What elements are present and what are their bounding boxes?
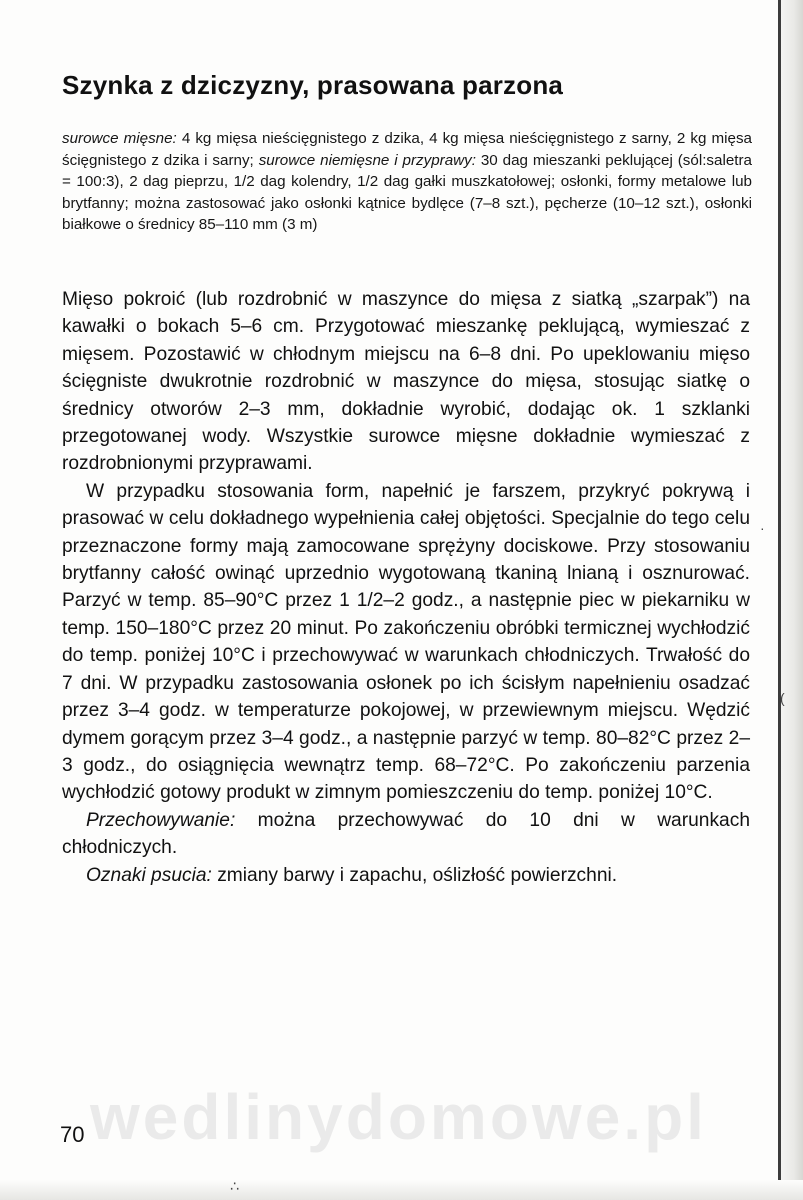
other-ingredients-text: 30 dag mieszanki peklującej (sól:saletra = 100:3), 2 dag pieprzu, 1/2 dag kolendry, 1/2 dag gałki muszkatołowej; osłonki, formy metalowe lub brytfanny; można zastosować jako osłonki kątnice bydlęce (7–8 szt.), pęcherze (10–12 szt.), osłonki białkowe o średnicy 85–110 mm (3 m) bbox=[62, 151, 752, 234]
storage-paragraph bbox=[62, 807, 750, 862]
ingredients-block bbox=[62, 128, 752, 236]
recipe-body bbox=[62, 286, 750, 889]
preparation-paragraph: Mięso pokroić (lub rozdrobnić w maszynce do mięsa z siatką „szarpak”) na kawałki o bokach 5–6 cm. Przygotować mieszankę peklującą, wymieszać z mięsem. Pozostawić w chłodnym miejscu na 6–8 dni. Po upeklowaniu mięso ścięgniste dwukrotnie rozdrobnić w maszynce do mięsa, stosując siatkę o średnicy otworów 2–3 mm, dokładnie wyrobić, dodając ok. 1 szklanki przegotowanej wody. Wszystkie surowce mięsne dokładnie wymieszać z rozdrobnionymi przyprawami. bbox=[62, 289, 750, 475]
storage-text: można przechowywać do 10 dni w warunkach chłodniczych. bbox=[62, 809, 750, 859]
watermark: wedlinydomowe.pl bbox=[90, 1081, 707, 1153]
scan-speck: ( bbox=[780, 690, 785, 706]
processing-paragraph: W przypadku stosowania form, napełnić je farszem, przykryć pokrywą i prasować w celu dokładnego wypełnienia całej objętości. Specjalnie do tego celu przeznaczone formy mają zamocowane sprężyny dociskowe. Przy stosowaniu brytfanny całość owinąć uprzednio wygotowaną tkaniną lnianą i osznurować. Parzyć w temp. 85–90°C przez 1 1/2–2 godz., a następnie piec w piekarniku w temp. 150–180°C przez 20 minut. Po zakończeniu obróbki termicznej wychłodzić do temp. poniżej 10°C i przechowywać w warunkach chłodniczych. Trwałość do 7 dni. W przypadku zastosowania osłonek po ich ścisłym napełnieniu osadzać przez 3–4 godz. w temperaturze pokojowej, w przewiewnym miejscu. Wędzić dymem gorącym przez 3–4 godz., a następnie parzyć w temp. 80–82°C przez 2–3 godz., do osiągnięcia wewnątrz temp. 68–72°C. Po zakończeniu parzenia wychłodzić gotowy produkt w zimnym pomieszczeniu do temp. poniżej 10°C. bbox=[62, 480, 750, 804]
other-ingredients-label: surowce niemięsne i przyprawy: bbox=[258, 151, 476, 169]
spoilage-label: Oznaki psucia: bbox=[86, 864, 212, 886]
scan-bottom-edge bbox=[0, 1180, 803, 1200]
scan-page-edge bbox=[781, 0, 803, 1200]
meat-ingredients-text: 4 kg mięsa nieścięgnistego z dzika, 4 kg mięsa nieścięgnistego z sarny, 2 kg mięsa ścięgnistego z dzika i sarny; bbox=[62, 130, 752, 169]
scan-speck: ∴ bbox=[230, 1178, 239, 1194]
storage-label: Przechowywanie: bbox=[86, 809, 236, 831]
recipe-title: Szynka z dziczyzny, prasowana parzona bbox=[62, 70, 564, 100]
spoilage-text: zmiany barwy i zapachu, oślizłość powierzchni. bbox=[217, 864, 618, 886]
scan-speck: · bbox=[760, 520, 765, 536]
scan-edge-line bbox=[778, 0, 781, 1200]
spoilage-paragraph bbox=[62, 862, 750, 889]
meat-ingredients-label: surowce mięsne: bbox=[62, 130, 177, 147]
page-number: 70 bbox=[60, 1122, 85, 1147]
